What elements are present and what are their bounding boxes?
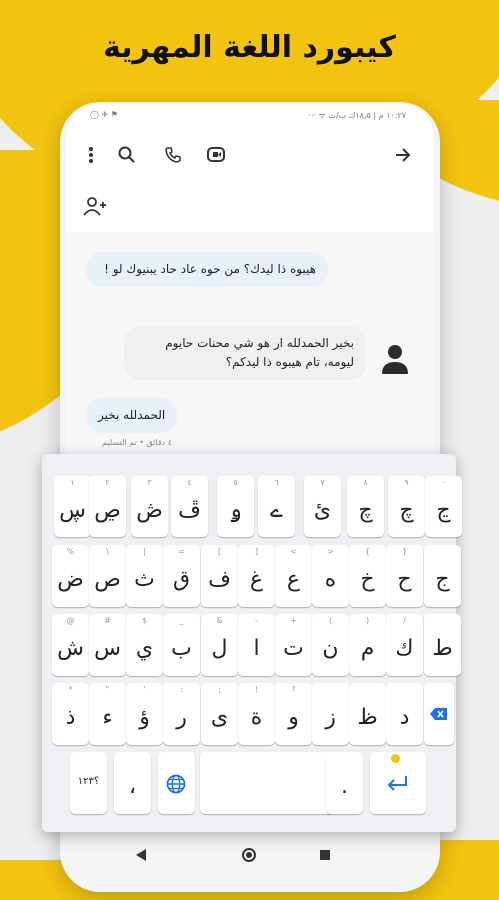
key-glyph: ز — [325, 705, 336, 730]
key[interactable] — [171, 476, 208, 537]
key[interactable] — [238, 683, 275, 745]
key[interactable] — [275, 614, 312, 676]
key-hint: ? — [291, 685, 296, 694]
key-glyph: ڃ — [436, 498, 451, 523]
key[interactable] — [217, 476, 254, 537]
key-hint: ١ — [70, 478, 75, 487]
key[interactable] — [89, 545, 126, 607]
key-hint: = — [178, 547, 185, 556]
key-hint: [ — [217, 547, 222, 556]
key-hint: ٣ — [147, 478, 152, 487]
key-glyph: ه — [324, 567, 337, 592]
key[interactable] — [386, 545, 423, 607]
key-glyph: چ — [399, 498, 414, 523]
key-glyph: ح — [397, 567, 412, 592]
video-call-icon[interactable] — [204, 142, 230, 168]
key[interactable] — [349, 683, 386, 745]
period-key-label: . — [341, 774, 348, 799]
key-hint: " — [105, 685, 110, 694]
key[interactable] — [126, 683, 163, 745]
status-bar — [66, 104, 434, 126]
keyboard — [42, 454, 456, 832]
key[interactable] — [312, 545, 349, 607]
key-hint: % — [66, 547, 75, 556]
key-glyph: ق — [172, 567, 191, 592]
key-hint: ' — [143, 685, 146, 694]
key-hint: ; — [218, 685, 221, 694]
key-hint: ( — [328, 616, 333, 625]
key-hint: ٨ — [363, 478, 368, 487]
back-nav-icon[interactable] — [130, 844, 152, 866]
key[interactable] — [126, 545, 163, 607]
key-hint: ٥ — [233, 478, 238, 487]
key[interactable] — [163, 545, 200, 607]
participants-bar — [66, 182, 434, 232]
key-hint: \ — [106, 547, 109, 556]
key[interactable] — [163, 683, 200, 745]
key[interactable] — [238, 545, 275, 607]
numbers-key-label: ؟١٢٣ — [77, 776, 100, 787]
key-hint: * — [68, 685, 73, 694]
key-hint: ٩ — [404, 478, 409, 487]
emoji-icon — [391, 754, 400, 763]
chat-area — [66, 232, 434, 464]
status-left: ◯ ✈ ⚑ — [90, 110, 118, 119]
recents-nav-icon[interactable] — [314, 844, 336, 866]
key[interactable] — [201, 614, 238, 676]
add-person-icon[interactable] — [82, 196, 108, 218]
key-glyph: ض — [57, 567, 84, 592]
nav-bar — [130, 844, 370, 866]
message-bubble[interactable]: هيبوه ذا ليدك؟ من حوه عاد حاد يبنيوك لو ! — [86, 252, 328, 287]
key[interactable] — [312, 614, 349, 676]
key-glyph: ج — [435, 567, 450, 592]
key-hint: { — [364, 547, 371, 556]
key-hint: _ — [179, 616, 184, 625]
key-hint: ) — [365, 616, 370, 625]
key-glyph: ت — [283, 636, 304, 661]
key[interactable] — [126, 614, 163, 676]
key-glyph: ذ — [65, 705, 76, 730]
key-glyph: ك — [395, 636, 414, 661]
key-hint: - — [255, 616, 258, 625]
key-hint: : — [180, 685, 183, 694]
key-glyph: ي — [135, 636, 154, 661]
key-glyph: د — [399, 705, 410, 730]
key-hint: | — [143, 547, 146, 556]
numbers-key[interactable] — [70, 752, 107, 814]
more-options-icon[interactable] — [78, 142, 104, 168]
key[interactable] — [425, 476, 462, 537]
key-hint: } — [401, 547, 408, 556]
key[interactable] — [258, 476, 295, 537]
key-hint: ] — [254, 547, 259, 556]
key[interactable] — [89, 683, 126, 745]
avatar-icon[interactable] — [378, 342, 412, 376]
toolbar — [66, 132, 434, 180]
language-key[interactable] — [158, 752, 195, 814]
key-glyph: ف — [208, 567, 231, 592]
key[interactable] — [201, 683, 238, 745]
key-hint: ٤ — [187, 478, 192, 487]
key-hint: @ — [66, 616, 75, 625]
comma-key[interactable] — [114, 752, 151, 814]
key[interactable] — [275, 683, 312, 745]
key[interactable] — [52, 683, 89, 745]
key-glyph: ى — [210, 705, 229, 730]
key-glyph: ء — [102, 705, 113, 730]
key[interactable] — [349, 614, 386, 676]
key[interactable] — [131, 476, 168, 537]
enter-icon — [386, 776, 408, 792]
key-glyph: ڦ — [178, 498, 201, 523]
key-hint: > — [327, 547, 334, 556]
globe-icon — [166, 774, 186, 794]
banner-title: كيبورد اللغة المهرية — [103, 30, 396, 65]
key-glyph: ڞ — [136, 498, 163, 523]
key-hint: ٧ — [320, 478, 325, 487]
space-key[interactable] — [200, 752, 334, 814]
key-hint: ٦ — [274, 478, 279, 487]
key[interactable] — [386, 683, 423, 745]
phone-call-icon[interactable] — [160, 142, 186, 168]
key[interactable] — [89, 614, 126, 676]
key-glyph: ڝ — [94, 498, 121, 523]
key[interactable] — [386, 614, 423, 676]
key-glyph: ۅ — [229, 498, 242, 523]
key-glyph: ے — [270, 498, 283, 523]
key[interactable] — [52, 614, 89, 676]
key-hint: + — [290, 616, 297, 625]
key[interactable] — [89, 476, 126, 537]
key[interactable] — [388, 476, 425, 537]
key-glyph: ظ — [357, 705, 378, 730]
key-hint: < — [290, 547, 297, 556]
forward-arrow-icon[interactable] — [390, 142, 416, 168]
key-hint: $ — [141, 616, 148, 625]
key[interactable] — [54, 476, 91, 537]
key-glyph: ث — [134, 567, 155, 592]
message-status: ٤ دقائق • تم التسليم — [102, 438, 173, 447]
enter-key[interactable] — [370, 752, 426, 814]
key-glyph: ة — [250, 705, 263, 730]
message-bubble[interactable]: الحمدلله بخير — [86, 398, 177, 433]
period-key[interactable] — [326, 752, 363, 814]
comma-key-label: ، — [128, 774, 137, 799]
key[interactable] — [238, 614, 275, 676]
key-hint: / — [403, 616, 406, 625]
phone-screen — [66, 104, 434, 464]
key[interactable] — [347, 476, 384, 537]
key[interactable] — [52, 545, 89, 607]
key-hint: ! — [254, 685, 259, 694]
key[interactable] — [163, 614, 200, 676]
home-nav-icon[interactable] — [238, 844, 260, 866]
key[interactable] — [201, 545, 238, 607]
key-glyph: ع — [286, 567, 301, 592]
search-icon[interactable] — [114, 142, 140, 168]
key[interactable] — [304, 476, 341, 537]
status-right: ١٠:٢٧ م | ١٨٫٥ك ب/ث ᯤ ··· — [308, 111, 406, 120]
key-hint: ٠ — [441, 478, 446, 487]
key[interactable] — [424, 545, 461, 607]
key-glyph: ص — [94, 567, 121, 592]
key-glyph: م — [360, 636, 375, 661]
key-glyph: ا — [253, 636, 260, 661]
key[interactable] — [349, 545, 386, 607]
key-glyph: س — [94, 636, 121, 661]
backspace-key[interactable] — [424, 683, 454, 745]
key-glyph: غ — [249, 567, 264, 592]
key[interactable] — [275, 545, 312, 607]
message-bubble[interactable]: بخير الحمدلله ار هو شي محنات حايوم ليومه، تام هيبوه ذا ليدكم؟ — [124, 326, 366, 380]
key[interactable] — [312, 683, 349, 745]
key-glyph: ش — [57, 636, 84, 661]
key-glyph: ط — [432, 636, 453, 661]
key-hint: & — [216, 616, 223, 625]
key-glyph: ئ — [313, 498, 332, 523]
key-glyph: ن — [322, 636, 339, 661]
key-glyph: ؤ — [139, 705, 150, 730]
key-glyph: ب — [171, 636, 192, 661]
key-glyph: و — [288, 705, 299, 730]
key-glyph: ر — [176, 705, 187, 730]
key-glyph: چ — [358, 498, 373, 523]
key[interactable] — [424, 614, 461, 676]
key-hint: ٢ — [105, 478, 110, 487]
key-hint: # — [104, 616, 111, 625]
key-glyph: خ — [360, 567, 375, 592]
backspace-icon — [430, 707, 448, 721]
key-glyph: ل — [211, 636, 228, 661]
key-glyph: ڛ — [59, 498, 86, 523]
